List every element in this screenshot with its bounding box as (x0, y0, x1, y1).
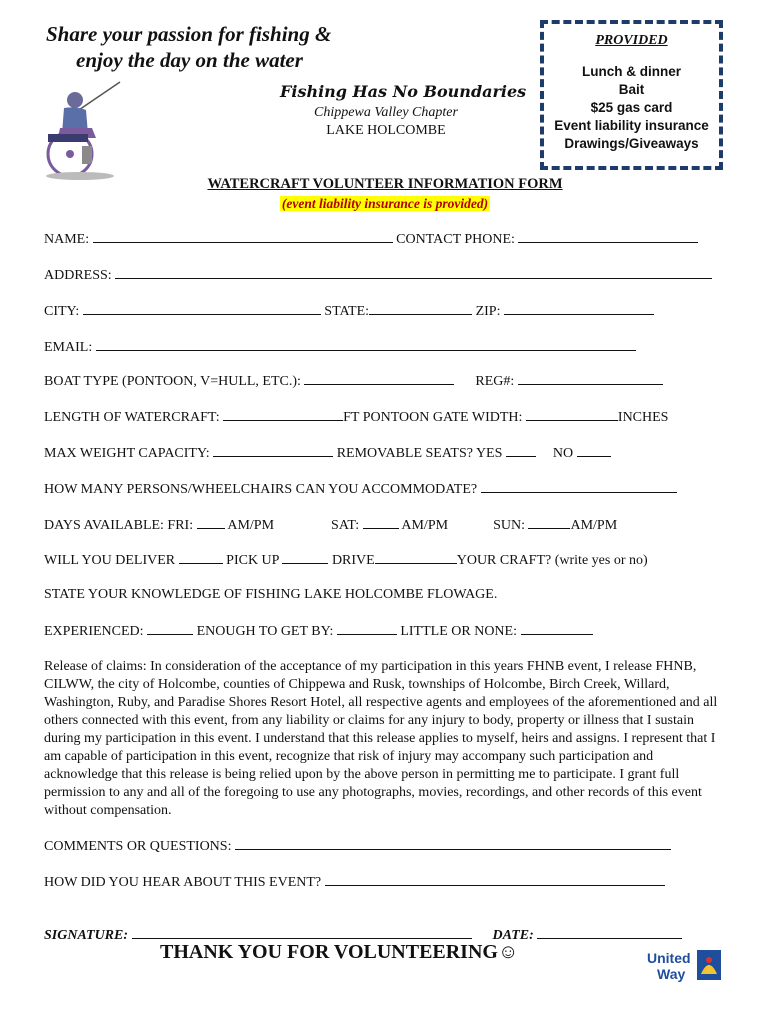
heard-label: HOW DID YOU HEAR ABOUT THIS EVENT? (44, 875, 322, 890)
boat-type-label: BOAT TYPE (PONTOON, V=HULL, ETC.): (44, 374, 301, 389)
form-subtitle-wrap (0, 195, 770, 213)
seats-no-label: NO (552, 446, 574, 461)
state-label: STATE: (324, 304, 370, 319)
provided-item: Lunch & dinner (582, 64, 681, 79)
release-of-claims: Release of claims: In consideration of the acceptance of my participation in this years FHNB event, I release FHNB, CILWW, the city of Holcombe, counties of Chippewa and Rusk, townships of Holcombe, Birch Creek, Willard, Washington, Ruby, and Paradise Shores Resort Hotel, all respective agents and employees of the aforementioned and all others connected with this event, from any liability or claims for any injury to body, property or illness that I sustain during my participation in this event. I understand that this release applies to myself, heirs and assigns. I represent that I am capable of participation in this event, recognize that risk of injury may accompany such participation and acknowledge that this release is being relied upon by the above person in permitting me to participate. I grant full permission to any and all of the foregoing to use any photographs, movies, recordings, and other records of this event without compensation. (44, 659, 718, 818)
name-label: NAME: (44, 232, 90, 247)
row-city (44, 302, 654, 320)
row-deliver (44, 551, 648, 569)
united-way-logo (645, 948, 723, 982)
boat-type-field[interactable] (304, 372, 454, 385)
provided-box (540, 20, 723, 170)
comments-field[interactable] (235, 837, 671, 850)
row-days (44, 516, 617, 534)
gate-width-field[interactable] (526, 408, 618, 421)
row-accommodate (44, 480, 677, 498)
zip-label: ZIP: (475, 304, 501, 319)
removable-seats-label: REMOVABLE SEATS? YES (336, 446, 503, 461)
date-field[interactable] (537, 926, 682, 939)
provided-item: Drawings/Giveaways (564, 136, 699, 151)
inches-label: INCHES (617, 410, 669, 425)
accommodate-label: HOW MANY PERSONS/WHEELCHAIRS CAN YOU ACCOMMODATE? (44, 482, 478, 497)
chapter-name: Chippewa Valley Chapter (314, 105, 458, 120)
provided-list (544, 63, 719, 153)
headline-line2: enjoy the day on the water (76, 48, 303, 72)
little-label: LITTLE OR NONE: (400, 624, 517, 639)
date-label: DATE: (492, 928, 534, 943)
max-weight-label: MAX WEIGHT CAPACITY: (44, 446, 210, 461)
city-field[interactable] (83, 302, 321, 315)
reg-label: REG#: (475, 374, 515, 389)
deliver-label: WILL YOU DELIVER (44, 553, 176, 568)
headline-line1: Share your passion for fishing & (46, 22, 332, 46)
row-boat-type (44, 372, 663, 390)
row-weight (44, 444, 611, 462)
address-label: ADDRESS: (44, 268, 112, 283)
gate-width-label: PONTOON GATE WIDTH: (362, 410, 523, 425)
form-title: WATERCRAFT VOLUNTEER INFORMATION FORM (207, 176, 563, 192)
provided-item: Event liability insurance (554, 118, 709, 133)
knowledge-label: STATE YOUR KNOWLEDGE OF FISHING LAKE HOLCOMBE FLOWAGE. (44, 587, 498, 602)
row-email (44, 338, 636, 356)
state-field[interactable] (369, 302, 472, 315)
signature-label: SIGNATURE: (44, 928, 129, 943)
experienced-label: EXPERIENCED: (44, 624, 144, 639)
row-length (44, 408, 668, 426)
united-way-text-united: United (647, 950, 691, 966)
deliver-field[interactable] (179, 551, 223, 564)
location-name: LAKE HOLCOMBE (326, 123, 446, 138)
seats-no-field[interactable] (577, 444, 611, 457)
contact-phone-label: CONTACT PHONE: (396, 232, 515, 247)
sun-field[interactable] (528, 516, 570, 529)
your-craft-label: YOUR CRAFT? (write yes or no) (456, 553, 648, 568)
address-field[interactable] (115, 266, 712, 279)
provided-title: PROVIDED (595, 33, 668, 48)
seats-yes-field[interactable] (506, 444, 536, 457)
row-address (44, 266, 712, 284)
sat-ampm: AM/PM (401, 518, 449, 533)
ft-label: FT (343, 410, 360, 425)
sun-ampm: AM/PM (570, 518, 618, 533)
enough-label: ENOUGH TO GET BY: (196, 624, 334, 639)
row-comments (44, 837, 671, 855)
city-label: CITY: (44, 304, 80, 319)
thank-you-message: THANK YOU FOR VOLUNTEERING☺ (160, 941, 519, 963)
row-heard (44, 873, 665, 891)
contact-phone-field[interactable] (518, 230, 698, 243)
sat-field[interactable] (363, 516, 399, 529)
little-field[interactable] (521, 622, 593, 635)
fisherman-wheelchair-logo (40, 76, 132, 184)
heard-field[interactable] (325, 873, 665, 886)
reg-field[interactable] (518, 372, 663, 385)
drive-field[interactable] (375, 551, 457, 564)
sun-label: SUN: (493, 518, 525, 533)
form-subtitle: (event liability insurance is provided) (281, 196, 489, 211)
pickup-field[interactable] (282, 551, 328, 564)
provided-item: $25 gas card (590, 100, 673, 115)
max-weight-field[interactable] (213, 444, 333, 457)
zip-field[interactable] (504, 302, 654, 315)
drive-label: DRIVE (331, 553, 375, 568)
email-field[interactable] (96, 338, 636, 351)
signature-field[interactable] (132, 926, 472, 939)
fri-field[interactable] (197, 516, 225, 529)
pickup-label: PICK UP (226, 553, 279, 568)
days-label: DAYS AVAILABLE: FRI: (44, 518, 194, 533)
experienced-field[interactable] (147, 622, 193, 635)
row-knowledge (44, 622, 593, 640)
sat-label: SAT: (331, 518, 360, 533)
fri-ampm: AM/PM (227, 518, 275, 533)
name-field[interactable] (93, 230, 393, 243)
row-name (44, 230, 698, 248)
accommodate-field[interactable] (481, 480, 677, 493)
united-way-text-way: Way (657, 966, 686, 982)
enough-field[interactable] (337, 622, 397, 635)
brand-title: Fishing Has No Boundaries (280, 82, 527, 101)
provided-item: Bait (618, 82, 645, 97)
length-field[interactable] (223, 408, 343, 421)
email-label: EMAIL: (44, 340, 93, 355)
length-label: LENGTH OF WATERCRAFT: (44, 410, 220, 425)
comments-label: COMMENTS OR QUESTIONS: (44, 839, 232, 854)
